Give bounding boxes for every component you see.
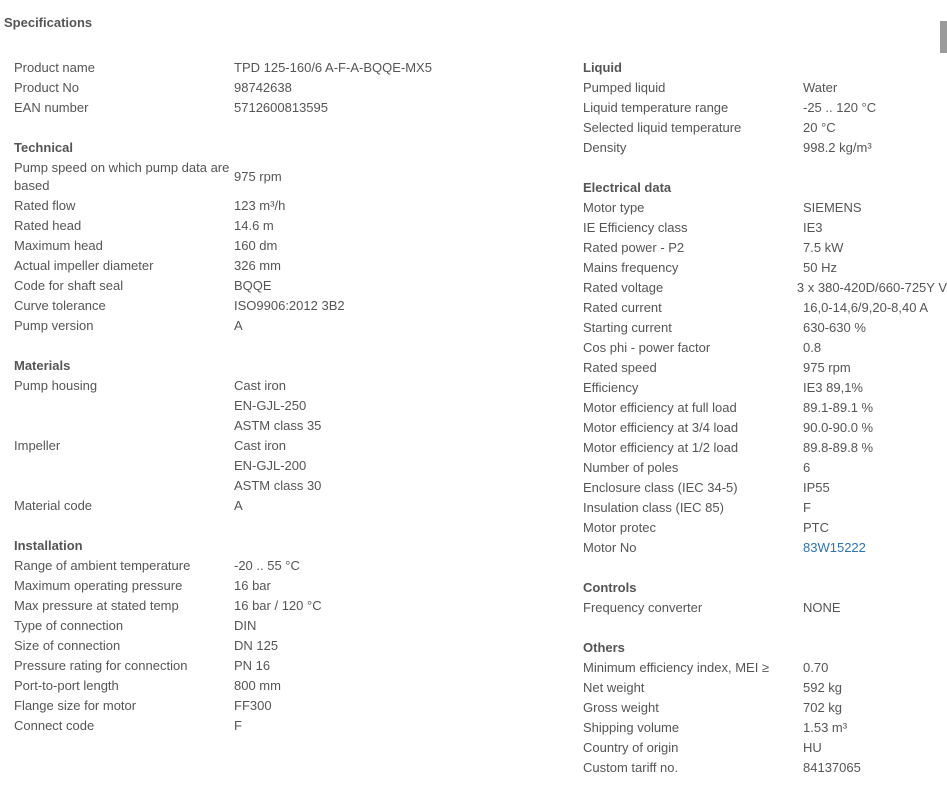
spec-value: A xyxy=(234,498,243,513)
spec-label: Motor efficiency at 1/2 load xyxy=(583,440,739,455)
spec-value-group xyxy=(234,297,345,315)
spec-value-group xyxy=(803,219,823,237)
spec-label: Gross weight xyxy=(583,700,659,715)
spec-row-custom-tariff-no xyxy=(583,758,947,778)
spec-row-mains-frequency xyxy=(583,258,947,278)
spec-row-number-of-poles xyxy=(583,458,947,478)
spec-value: NONE xyxy=(803,600,841,615)
section-title: Electrical data xyxy=(583,180,672,195)
left-spec-column xyxy=(14,58,454,756)
spec-row-density xyxy=(583,138,947,158)
spec-label: EAN number xyxy=(14,100,89,115)
spec-row-pressure-rating-for-connection xyxy=(14,656,454,676)
spec-label: Motor protec xyxy=(583,520,656,535)
spec-section-materials xyxy=(14,356,454,516)
spec-section-technical xyxy=(14,138,454,336)
spec-row-size-of-connection xyxy=(14,636,454,656)
spec-label: Code for shaft seal xyxy=(14,278,124,293)
spec-value-group xyxy=(234,376,321,436)
spec-row-product-name xyxy=(14,58,454,78)
spec-label: Motor efficiency at full load xyxy=(583,400,737,415)
spec-value-group xyxy=(803,119,836,137)
right-spec-column xyxy=(583,58,947,787)
spec-row-rated-head xyxy=(14,216,454,236)
spec-row-pump-housing xyxy=(14,376,454,436)
spec-value: 20 °C xyxy=(803,120,836,135)
spec-value: 5712600813595 xyxy=(234,100,328,115)
spec-value: IE3 89,1% xyxy=(803,380,863,395)
spec-value-group xyxy=(234,168,282,186)
spec-label: Rated speed xyxy=(583,360,657,375)
spec-row-ean-number xyxy=(14,98,454,118)
spec-value-group xyxy=(803,439,873,457)
spec-value: IE3 xyxy=(803,220,823,235)
spec-value-group xyxy=(803,399,873,417)
scrollbar-handle[interactable] xyxy=(940,21,947,53)
spec-row-net-weight xyxy=(583,678,947,698)
section-title: Technical xyxy=(14,140,74,155)
spec-value: 89.1-89.1 % xyxy=(803,400,874,415)
spec-value: 0.8 xyxy=(803,340,822,355)
spec-row-material-code xyxy=(14,496,454,516)
spec-value: SIEMENS xyxy=(803,200,862,215)
spec-row-impeller xyxy=(14,436,454,496)
spec-label: Rated voltage xyxy=(583,280,664,295)
motor-number-link[interactable]: 83W15222 xyxy=(803,540,866,555)
spec-value: BQQE xyxy=(234,278,272,293)
section-title: Controls xyxy=(583,580,637,595)
spec-row-starting-current xyxy=(583,318,947,338)
spec-value-group xyxy=(234,697,272,715)
spec-value: 800 mm xyxy=(234,678,281,693)
spec-value: ASTM class 30 xyxy=(234,478,322,493)
spec-value: PN 16 xyxy=(234,658,271,673)
spec-section-liquid xyxy=(583,58,947,158)
spec-value: 160 dm xyxy=(234,238,278,253)
spec-section-general xyxy=(14,58,454,118)
spec-value-group xyxy=(803,299,928,317)
spec-row-efficiency xyxy=(583,378,947,398)
spec-label: Material code xyxy=(14,498,93,513)
spec-value-group xyxy=(803,699,842,717)
spec-label: Port-to-port length xyxy=(14,678,119,693)
spec-value-group xyxy=(803,239,843,257)
spec-value: 50 Hz xyxy=(803,260,837,275)
spec-value: PTC xyxy=(803,520,829,535)
spec-row-motor-efficiency-at-full-load xyxy=(583,398,947,418)
spec-value-group xyxy=(234,617,256,635)
spec-label: Range of ambient temperature xyxy=(14,558,191,573)
spec-value-group xyxy=(803,419,873,437)
spec-row-insulation-class-iec-85 xyxy=(583,498,947,518)
spec-value: 702 kg xyxy=(803,700,843,715)
spec-value-group xyxy=(234,257,281,275)
spec-label: Insulation class (IEC 85) xyxy=(583,500,724,515)
spec-value: -25 .. 120 °C xyxy=(803,100,877,115)
spec-row-max-pressure-at-stated-temp xyxy=(14,596,454,616)
spec-value-group xyxy=(803,139,872,157)
spec-label: Product No xyxy=(14,80,80,95)
spec-row-minimum-efficiency-index-mei xyxy=(583,658,947,678)
spec-row-motor-type xyxy=(583,198,947,218)
spec-value: 16 bar / 120 °C xyxy=(234,598,322,613)
spec-row-enclosure-class-iec-34-5 xyxy=(583,478,947,498)
spec-value: EN-GJL-250 xyxy=(234,398,307,413)
spec-value-group xyxy=(234,217,274,235)
spec-value-group xyxy=(803,719,847,737)
spec-value-group xyxy=(803,479,830,497)
spec-value-group xyxy=(234,197,285,215)
spec-value: 7.5 kW xyxy=(803,240,844,255)
spec-label: Flange size for motor xyxy=(14,698,137,713)
spec-value-group xyxy=(803,519,829,537)
section-title: Liquid xyxy=(583,60,622,75)
spec-label: Shipping volume xyxy=(583,720,680,735)
spec-value: 16,0-14,6/9,20-8,40 A xyxy=(803,300,929,315)
spec-value: 3 x 380-420D/660-725Y V xyxy=(796,280,947,295)
spec-row-port-to-port-length xyxy=(14,676,454,696)
spec-value-group xyxy=(803,359,851,377)
spec-label: Impeller xyxy=(14,438,61,453)
spec-label: Motor No xyxy=(583,540,637,555)
spec-label: Number of poles xyxy=(583,460,679,475)
spec-label: Curve tolerance xyxy=(14,298,106,313)
spec-label: Selected liquid temperature xyxy=(583,120,742,135)
spec-label: Liquid temperature range xyxy=(583,100,729,115)
spec-value-group xyxy=(234,317,243,335)
spec-label: Enclosure class (IEC 34-5) xyxy=(583,480,738,495)
spec-value-group xyxy=(803,659,828,677)
spec-row-rated-power-p2 xyxy=(583,238,947,258)
spec-label: Rated head xyxy=(14,218,82,233)
spec-value: 16 bar xyxy=(234,578,271,593)
spec-value: 975 rpm xyxy=(234,169,282,184)
spec-value-group xyxy=(234,497,243,515)
spec-value: 1.53 m³ xyxy=(803,720,848,735)
spec-row-motor-efficiency-at-3-4-load xyxy=(583,418,947,438)
spec-label: Type of connection xyxy=(14,618,124,633)
spec-value-group xyxy=(234,597,322,615)
section-title: Materials xyxy=(14,358,71,373)
spec-row-ie-efficiency-class xyxy=(583,218,947,238)
spec-value: Cast iron xyxy=(234,438,287,453)
spec-value-group xyxy=(803,459,810,477)
spec-row-motor-protec xyxy=(583,518,947,538)
spec-value: 592 kg xyxy=(803,680,843,695)
spec-row-pumped-liquid xyxy=(583,78,947,98)
spec-value: DIN xyxy=(234,618,257,633)
spec-row-rated-flow xyxy=(14,196,454,216)
spec-value-group xyxy=(803,99,876,117)
spec-row-flange-size-for-motor xyxy=(14,696,454,716)
spec-row-range-of-ambient-temperature xyxy=(14,556,454,576)
spec-label: Country of origin xyxy=(583,740,679,755)
spec-value: A xyxy=(234,318,243,333)
spec-value-group xyxy=(234,237,277,255)
spec-row-maximum-operating-pressure xyxy=(14,576,454,596)
spec-value-group xyxy=(234,577,271,595)
spec-value-group xyxy=(803,319,866,337)
spec-row-pump-version xyxy=(14,316,454,336)
spec-value-group xyxy=(234,637,278,655)
spec-section-installation xyxy=(14,536,454,736)
spec-label: Pump housing xyxy=(14,378,98,393)
spec-value-group xyxy=(234,99,328,117)
spec-value-group xyxy=(234,717,242,735)
spec-label: Density xyxy=(583,140,627,155)
spec-label: Motor type xyxy=(583,200,645,215)
spec-row-motor-efficiency-at-1-2-load xyxy=(583,438,947,458)
spec-value: 0.70 xyxy=(803,660,829,675)
spec-label: Efficiency xyxy=(583,380,639,395)
spec-section-others xyxy=(583,638,947,778)
spec-value: 326 mm xyxy=(234,258,281,273)
spec-row-rated-voltage xyxy=(583,278,947,298)
spec-value: TPD 125-160/6 A-F-A-BQQE-MX5 xyxy=(234,60,432,75)
spec-value-group xyxy=(803,599,841,617)
spec-value: ISO9906:2012 3B2 xyxy=(234,298,345,313)
spec-value: 84137065 xyxy=(803,760,861,775)
spec-row-gross-weight xyxy=(583,698,947,718)
spec-value: 90.0-90.0 % xyxy=(803,420,874,435)
spec-label: Connect code xyxy=(14,718,95,733)
spec-label: Minimum efficiency index, MEI ≥ xyxy=(583,660,770,675)
spec-label: Pressure rating for connection xyxy=(14,658,188,673)
spec-section-electrical-data xyxy=(583,178,947,558)
spec-value: 975 rpm xyxy=(803,360,851,375)
spec-value-group xyxy=(234,677,281,695)
spec-label: Frequency converter xyxy=(583,600,703,615)
spec-row-motor-no xyxy=(583,538,947,558)
spec-row-code-for-shaft-seal xyxy=(14,276,454,296)
spec-label: Rated current xyxy=(583,300,662,315)
spec-row-cos-phi-power-factor xyxy=(583,338,947,358)
spec-row-rated-current xyxy=(583,298,947,318)
spec-value-group xyxy=(803,259,837,277)
spec-value: HU xyxy=(803,740,822,755)
spec-value: F xyxy=(234,718,242,733)
spec-row-selected-liquid-temperature xyxy=(583,118,947,138)
spec-label: Pump version xyxy=(14,318,94,333)
spec-value-group xyxy=(803,679,842,697)
spec-label: Max pressure at stated temp xyxy=(14,598,179,613)
spec-row-maximum-head xyxy=(14,236,454,256)
spec-value: FF300 xyxy=(234,698,272,713)
spec-label: Rated power - P2 xyxy=(583,240,685,255)
spec-value-group xyxy=(803,79,837,97)
spec-value: 6 xyxy=(803,460,811,475)
spec-label: Custom tariff no. xyxy=(583,760,679,775)
spec-value-group xyxy=(234,79,292,97)
spec-row-shipping-volume xyxy=(583,718,947,738)
spec-row-product-no xyxy=(14,78,454,98)
section-title: Installation xyxy=(14,538,83,553)
spec-row-curve-tolerance xyxy=(14,296,454,316)
spec-value: EN-GJL-200 xyxy=(234,458,307,473)
spec-label: Maximum head xyxy=(14,238,103,253)
spec-row-liquid-temperature-range xyxy=(583,98,947,118)
spec-label: Rated flow xyxy=(14,198,76,213)
spec-row-pump-speed-on-which-pump-data-are-based xyxy=(14,158,454,196)
spec-label: Motor efficiency at 3/4 load xyxy=(583,420,739,435)
spec-value-group xyxy=(803,759,861,777)
spec-label: Maximum operating pressure xyxy=(14,578,183,593)
page-title: Specifications xyxy=(4,15,93,30)
spec-value-group xyxy=(234,277,272,295)
spec-value-group xyxy=(797,279,947,297)
spec-value-group xyxy=(803,199,862,217)
spec-label: Starting current xyxy=(583,320,672,335)
spec-value: 123 m³/h xyxy=(234,198,286,213)
spec-value-group xyxy=(234,59,432,77)
spec-section-controls xyxy=(583,578,947,618)
spec-value-group xyxy=(803,499,811,517)
spec-row-country-of-origin xyxy=(583,738,947,758)
spec-value-group xyxy=(803,339,821,357)
spec-value: Water xyxy=(803,80,838,95)
spec-label: Product name xyxy=(14,60,95,75)
spec-value: IP55 xyxy=(803,480,830,495)
spec-label: Cos phi - power factor xyxy=(583,340,711,355)
spec-label: Pumped liquid xyxy=(583,80,666,95)
spec-row-actual-impeller-diameter xyxy=(14,256,454,276)
spec-row-rated-speed xyxy=(583,358,947,378)
spec-value-group xyxy=(234,557,300,575)
spec-row-type-of-connection xyxy=(14,616,454,636)
spec-row-connect-code xyxy=(14,716,454,736)
spec-value-group xyxy=(234,436,321,496)
spec-value: 998.2 kg/m³ xyxy=(803,140,872,155)
spec-label: Net weight xyxy=(583,680,645,695)
spec-label: Actual impeller diameter xyxy=(14,258,154,273)
spec-value: -20 .. 55 °C xyxy=(234,558,300,573)
spec-value: 630-630 % xyxy=(803,320,866,335)
spec-row-frequency-converter xyxy=(583,598,947,618)
spec-label: Size of connection xyxy=(14,638,121,653)
spec-value-group xyxy=(234,657,270,675)
spec-value: 89.8-89.8 % xyxy=(803,440,874,455)
spec-value-group xyxy=(803,739,822,757)
spec-value: 98742638 xyxy=(234,80,292,95)
spec-label: Mains frequency xyxy=(583,260,679,275)
spec-value: DN 125 xyxy=(234,638,279,653)
spec-value: 14.6 m xyxy=(234,218,274,233)
spec-value-group xyxy=(803,539,866,557)
spec-value: Cast iron xyxy=(234,378,287,393)
spec-value-group xyxy=(803,379,863,397)
section-title: Others xyxy=(583,640,625,655)
spec-label: Pump speed on which pump data are based xyxy=(14,160,230,193)
spec-label: IE Efficiency class xyxy=(583,220,688,235)
spec-value: ASTM class 35 xyxy=(234,418,322,433)
spec-value: F xyxy=(803,500,811,515)
